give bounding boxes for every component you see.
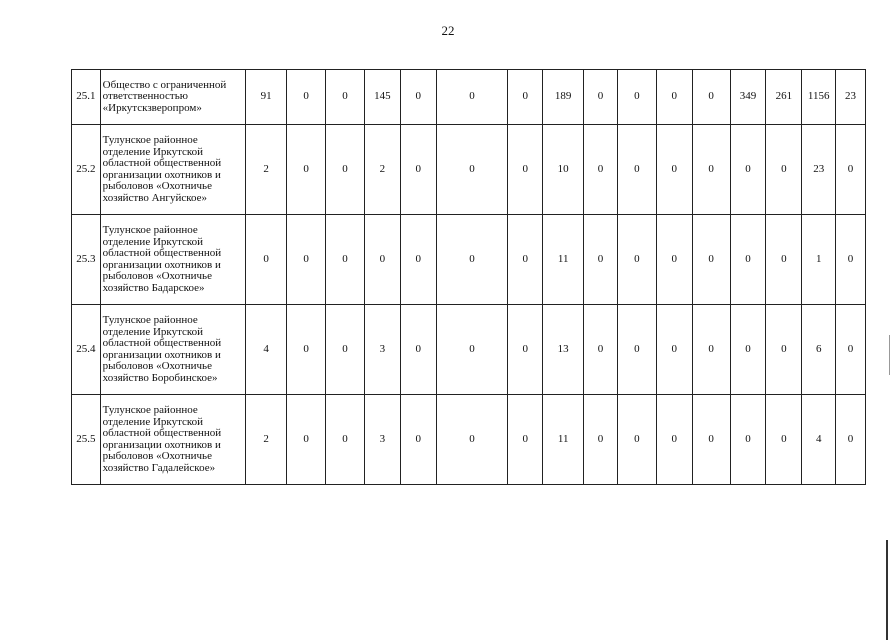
value-cell: 0 <box>730 305 766 395</box>
value-cell: 0 <box>400 305 436 395</box>
organization-name: Тулунское районное отделение Иркутской областной общественной организации охотников и рыболовов «Охотничье хозяйство Бадарское» <box>100 215 245 305</box>
value-cell: 0 <box>656 70 692 125</box>
value-cell: 0 <box>326 215 365 305</box>
value-cell: 0 <box>584 70 618 125</box>
value-cell: 0 <box>617 215 656 305</box>
value-cell: 0 <box>326 395 365 485</box>
value-cell: 2 <box>364 125 400 215</box>
value-cell: 0 <box>656 395 692 485</box>
row-number: 25.3 <box>72 215 101 305</box>
value-cell: 11 <box>543 215 584 305</box>
value-cell: 0 <box>246 215 287 305</box>
value-cell: 0 <box>508 395 543 485</box>
value-cell: 3 <box>364 305 400 395</box>
organization-name: Тулунское районное отделение Иркутской областной общественной организации охотников и рыболовов «Охотничье хозяйство Боробинское» <box>100 305 245 395</box>
value-cell: 0 <box>617 70 656 125</box>
value-cell: 0 <box>584 305 618 395</box>
value-cell: 0 <box>436 395 508 485</box>
value-cell: 0 <box>326 125 365 215</box>
value-cell: 0 <box>287 395 326 485</box>
value-cell: 0 <box>836 125 866 215</box>
value-cell: 261 <box>766 70 802 125</box>
table-row <box>72 215 866 305</box>
scan-edge-mark <box>886 540 888 640</box>
value-cell: 0 <box>400 215 436 305</box>
value-cell: 0 <box>287 70 326 125</box>
value-cell: 0 <box>766 395 802 485</box>
row-number: 25.2 <box>72 125 101 215</box>
value-cell: 0 <box>508 70 543 125</box>
page-number: 22 <box>441 23 455 38</box>
value-cell: 0 <box>836 395 866 485</box>
value-cell: 4 <box>246 305 287 395</box>
table-row <box>72 70 866 125</box>
value-cell: 10 <box>543 125 584 215</box>
value-cell: 0 <box>326 70 365 125</box>
value-cell: 0 <box>656 305 692 395</box>
value-cell: 0 <box>400 125 436 215</box>
value-cell: 3 <box>364 395 400 485</box>
value-cell: 0 <box>730 215 766 305</box>
organization-name: Тулунское районное отделение Иркутской областной общественной организации охотников и рыболовов «Охотничье хозяйство Ангуйское» <box>100 125 245 215</box>
value-cell: 0 <box>436 305 508 395</box>
value-cell: 2 <box>246 395 287 485</box>
table-row <box>72 395 866 485</box>
value-cell: 1 <box>802 215 836 305</box>
row-number: 25.5 <box>72 395 101 485</box>
value-cell: 0 <box>584 125 618 215</box>
value-cell: 0 <box>692 395 730 485</box>
value-cell: 349 <box>730 70 766 125</box>
organization-name: Общество с ограниченной ответственностью «Иркутскзверопром» <box>100 70 245 125</box>
value-cell: 0 <box>617 125 656 215</box>
value-cell: 0 <box>287 215 326 305</box>
table-row <box>72 305 866 395</box>
value-cell: 11 <box>543 395 584 485</box>
value-cell: 0 <box>584 395 618 485</box>
value-cell: 0 <box>287 125 326 215</box>
value-cell: 0 <box>836 215 866 305</box>
value-cell: 145 <box>364 70 400 125</box>
value-cell: 0 <box>766 305 802 395</box>
value-cell: 0 <box>400 70 436 125</box>
value-cell: 0 <box>692 70 730 125</box>
value-cell: 0 <box>400 395 436 485</box>
value-cell: 6 <box>802 305 836 395</box>
value-cell: 0 <box>508 125 543 215</box>
value-cell: 0 <box>326 305 365 395</box>
value-cell: 0 <box>436 125 508 215</box>
value-cell: 0 <box>656 215 692 305</box>
value-cell: 1156 <box>802 70 836 125</box>
data-table <box>71 69 866 485</box>
row-number: 25.1 <box>72 70 101 125</box>
value-cell: 0 <box>836 305 866 395</box>
value-cell: 23 <box>802 125 836 215</box>
value-cell: 0 <box>766 125 802 215</box>
value-cell: 0 <box>766 215 802 305</box>
value-cell: 0 <box>436 215 508 305</box>
table-body <box>72 70 866 485</box>
value-cell: 0 <box>584 215 618 305</box>
value-cell: 13 <box>543 305 584 395</box>
row-number: 25.4 <box>72 305 101 395</box>
value-cell: 0 <box>692 215 730 305</box>
scan-edge-mark <box>889 335 890 375</box>
value-cell: 0 <box>436 70 508 125</box>
value-cell: 0 <box>692 305 730 395</box>
value-cell: 91 <box>246 70 287 125</box>
value-cell: 0 <box>730 125 766 215</box>
value-cell: 0 <box>656 125 692 215</box>
value-cell: 0 <box>692 125 730 215</box>
value-cell: 4 <box>802 395 836 485</box>
value-cell: 0 <box>617 395 656 485</box>
value-cell: 0 <box>508 305 543 395</box>
organization-name: Тулунское районное отделение Иркутской областной общественной организации охотников и рыболовов «Охотничье хозяйство Гадалейское» <box>100 395 245 485</box>
table-row <box>72 125 866 215</box>
value-cell: 2 <box>246 125 287 215</box>
value-cell: 0 <box>617 305 656 395</box>
value-cell: 0 <box>364 215 400 305</box>
value-cell: 0 <box>508 215 543 305</box>
value-cell: 189 <box>543 70 584 125</box>
value-cell: 23 <box>836 70 866 125</box>
value-cell: 0 <box>287 305 326 395</box>
value-cell: 0 <box>730 395 766 485</box>
